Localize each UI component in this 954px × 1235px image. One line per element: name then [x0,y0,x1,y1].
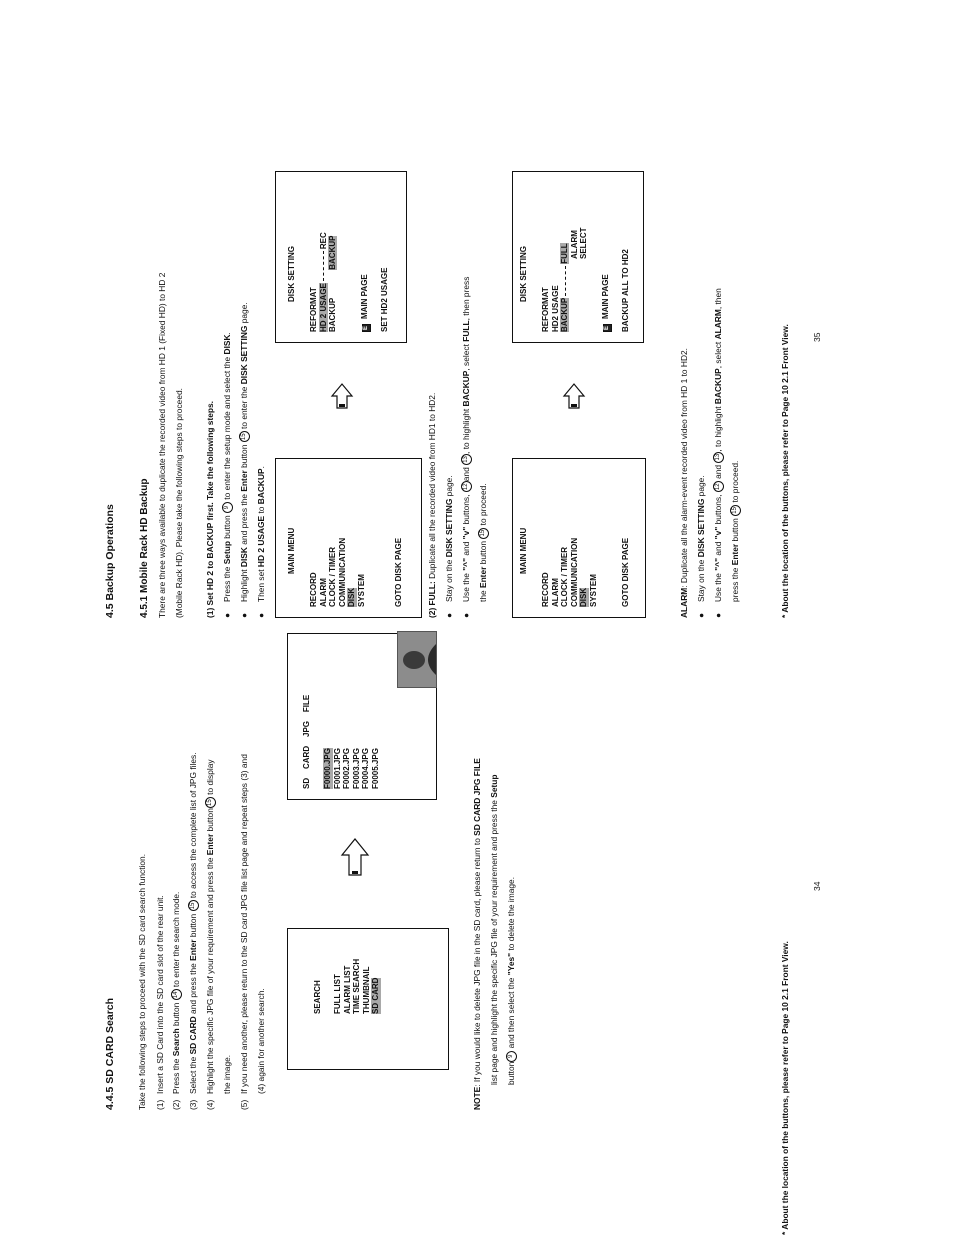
step-1: (1)Insert a SD Card into the SD card slot of the rear unit. [155,895,165,1110]
jpg-item-highlighted: F0000.JPG [323,748,332,789]
button-number-icon: 15 [478,528,489,539]
jpg-item: F0002.JPG [342,748,352,789]
arrow-right-icon [562,382,586,410]
footnote: * About the location of the buttons, please refer to Page 10 2.1 Front View. [780,324,790,618]
disk-setting-screen-2 [512,171,644,343]
disk-setting-items [541,227,589,332]
alarm-bullet-2: ●Use the "^" and "v" buttons, 12 and 13, to highlight BACKUP, select ALARM, then [713,288,723,618]
portrait-image-icon [398,632,436,687]
step-4-cont: the image. [222,1054,232,1094]
disk-item-highlighted: HD 2 USAGEREC [318,232,328,332]
menu-item: CLOCK / TIMER [560,547,570,607]
step-5: (5)If you need another, please return to the SD card JPG file list page and repeat steps (3) and [239,754,249,1110]
step1-bullet-2: ●Highlight DISK and press the Enter button 15 to enter the DISK SETTING page. [239,302,249,618]
jpg-item: F0004.JPG [361,748,371,789]
disk-setting-screen [275,171,407,343]
intro-text: Take the following steps to proceed with the SD card search function. [137,853,147,1110]
button-number-icon: 15 [205,797,216,808]
disk-setting-title: DISK SETTING [287,245,296,302]
step2-bullet-2: ●Use the "^" and "v" buttons, 12and 13, to highlight BACKUP, select FULL, then press [461,276,471,618]
menu-item: CLOCK / TIMER [328,547,338,607]
alarm-bullet-2-cont: press the Enter button 15 to proceed. [730,460,740,602]
step-3: (3)Select the SD CARD and press the Enter button 15 to access the complete list of JPG files. [188,752,198,1110]
main-page-link: EMAIN PAGE [360,274,369,330]
e-key-icon: E [604,325,610,330]
button-number-icon: 13 [461,454,472,465]
disk-setting-title: DISK SETTING [519,245,528,302]
alarm-title: ALARM: Duplicate all the alarm-event recorded video from HD 1 to HD2. [679,348,689,618]
disk-item: HD2 USAGE [550,285,560,332]
jpg-list-items [323,748,381,789]
menu-item-highlighted: DISK [347,587,357,607]
button-number-icon: 15 [188,900,199,911]
set-hd2-usage: SET HD2 USAGE [380,267,389,332]
menu-item-highlighted: SD CARD [371,977,381,1014]
jpg-list-title: SD CARD JPG FILE [302,694,311,789]
intro-line-2: (Mobile Rack HD). Please take the following steps to proceed. [174,388,184,618]
jpg-item: F0001.JPG [332,748,342,789]
step1-bullet-1: ●Press the Setup button 9 to enter the setup mode and select the DISK. [222,332,232,618]
goto-disk-page: GOTO DISK PAGE [394,537,403,607]
intro-line-1: There are three ways available to duplicate the recorded video from HD 1 (Fixed HD) to HD 2 [157,272,167,618]
main-menu-screen-2 [512,458,646,618]
button-number-icon: 13 [713,452,724,463]
jpg-item: F0005.JPG [370,748,380,789]
button-number-icon: 14 [171,989,182,1000]
menu-item: ALARM LIST [342,965,352,1014]
page-number: 34 [812,881,822,891]
search-menu-title: SEARCH [313,980,322,1014]
step-4: (4)Highlight the specific JPG file of your requirement and press the Enter button15 to display [205,759,215,1110]
button-number-icon: 15 [730,505,741,516]
menu-item: TIME SEARCH [352,958,362,1014]
alarm-bullet-1: ●Stay on the DISK SETTING page. [696,475,706,618]
button-number-icon: 15 [239,431,250,442]
search-menu-items [333,959,381,1014]
backup-all-to-hd2: BACKUP ALL TO HD2 [621,249,630,332]
menu-item: THUMBNAIL [361,966,371,1014]
disk-option: ALARM [569,230,579,259]
menu-item: SYSTEM [356,574,366,607]
e-key-icon: E [363,325,369,330]
note-line-1: NOTE: If you would like to delete JPG file in the SD card, please return to SD CARD JPG FILE [472,758,482,1110]
search-menu-screen [287,928,449,1070]
step-2: (2)Press the Search button 14 to enter the search mode. [171,891,181,1110]
menu-item: COMMUNICATION [569,537,579,607]
main-menu-title: MAIN MENU [287,527,296,574]
disk-item: BACKUPBACKUP [328,235,338,332]
main-menu-title: MAIN MENU [519,527,528,574]
step-5-cont: (4) again for another search. [256,988,266,1094]
subsection-heading: 4.5.1 Mobile Rack HD Backup [139,478,150,618]
main-menu-items [309,538,367,607]
disk-item-highlighted: BACKUPFULL [560,243,570,332]
menu-item: RECORD [541,572,550,607]
step2-title: (2) FULL: Duplicate all the recorded video from HD1 to HD2. [427,392,437,618]
section-heading: 4.5 Backup Operations [104,504,116,618]
main-menu-items [541,538,599,607]
step2-bullet-1: ●Stay on the DISK SETTING page. [444,475,454,618]
menu-item: SYSTEM [588,574,598,607]
button-number-icon: 9 [506,1051,517,1062]
main-page-link: EMAIN PAGE [601,274,610,330]
footnote: * About the location of the buttons, please refer to Page 10 2.1 Front View. [780,941,790,1235]
menu-item-highlighted: DISK [579,587,589,607]
disk-item: REFORMAT [541,287,550,332]
jpg-item: F0003.JPG [351,748,361,789]
menu-item: ALARM [318,578,328,607]
menu-item: ALARM [550,578,560,607]
disk-option: SELECT [579,227,589,259]
button-number-icon: 9 [222,502,233,513]
button-number-icon: 12 [461,481,472,492]
page-34 [0,618,954,1235]
menu-item: FULL LIST [333,974,342,1014]
menu-item: RECORD [309,572,318,607]
page-number: 35 [812,332,822,342]
main-menu-screen [275,458,422,618]
menu-item: COMMUNICATION [337,537,347,607]
note-line-3: button9 and then select the "Yes" to delete the image. [506,876,516,1085]
goto-disk-page: GOTO DISK PAGE [621,537,630,607]
step2-bullet-2-cont: the Enter button 15 to proceed. [478,483,488,602]
disk-item: REFORMAT [309,287,318,332]
note-line-2: list page and highlight the specific JPG file of your requirement and press the Setup [489,774,499,1085]
disk-setting-items [309,232,338,332]
arrow-right-icon [330,382,354,410]
arrow-right-icon [340,837,370,877]
page-35 [0,1,954,618]
section-heading: 4.4.5 SD CARD Search [104,997,116,1110]
step1-title: (1) Set HD 2 to BACKUP first. Take the following steps. [205,400,215,618]
button-number-icon: 12 [713,481,724,492]
jpg-preview-thumbnail [397,631,437,688]
step1-bullet-3: ●Then set HD 2 USAGE to BACKUP. [256,466,266,618]
